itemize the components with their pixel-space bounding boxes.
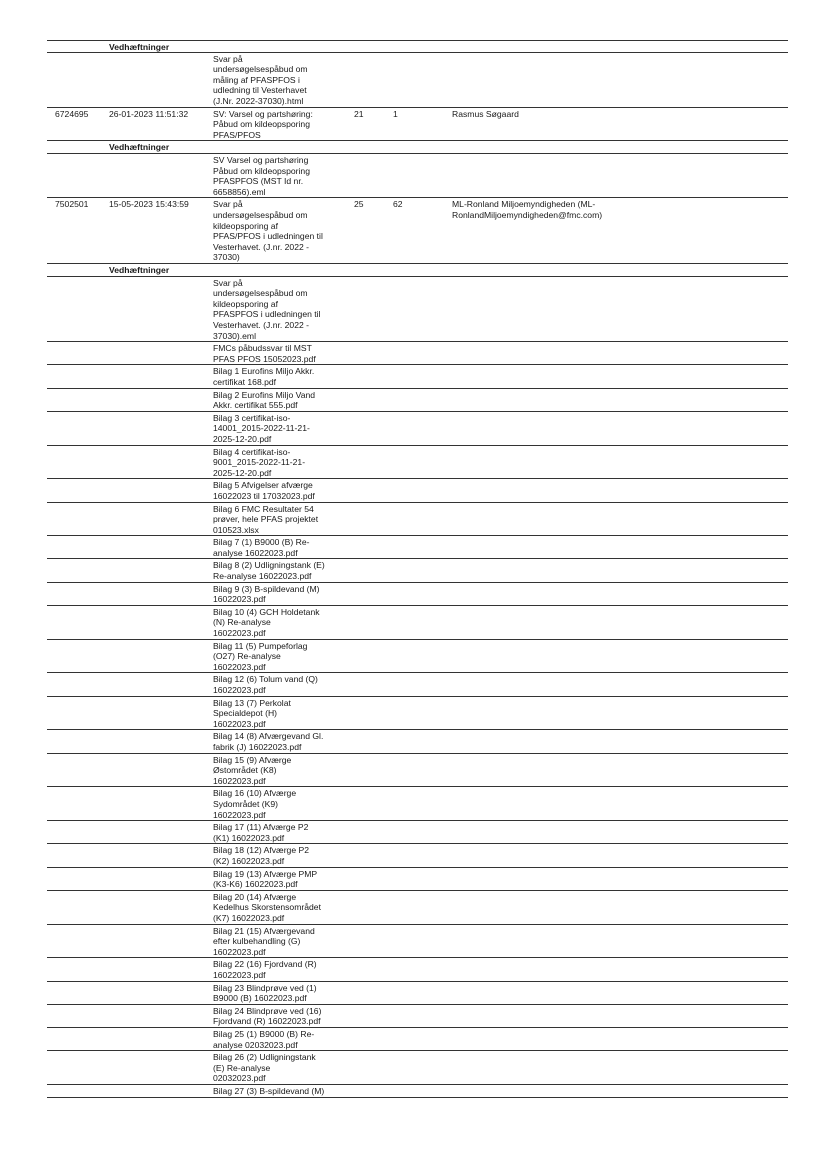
record-row [47,198,788,264]
attachment-row [47,389,788,412]
record-sender: ML-Ronland Miljoemyndigheden (ML- RonlandMiljoemyndigheden@fmc.com) [452,199,603,220]
attachment-filename[interactable]: Bilag 7 (1) B9000 (B) Re- analyse 16022023.pdf [213,537,310,558]
document-table [47,40,788,1098]
attachment-row [47,277,788,343]
attachments-label: Vedhæftninger [109,264,170,275]
record-title[interactable]: SV: Varsel og partshøring: Påbud om kildeopsporing PFAS/PFOS [213,108,313,140]
attachment-filename[interactable]: Bilag 1 Eurofins Miljo Akkr. certifikat 168.pdf [213,366,315,387]
attachment-row [47,868,788,891]
attachment-row [47,154,788,198]
record-count-1: 25 [354,199,364,210]
record-id: 7502501 [55,199,89,210]
attachments-header-row [47,141,788,154]
record-sender: Rasmus Søgaard [452,108,519,119]
record-id: 6724695 [55,108,89,119]
attachment-row [47,821,788,844]
attachment-row [47,844,788,867]
attachment-filename[interactable]: Bilag 5 Afvigelser afværge 16022023 til 17032023.pdf [213,480,315,501]
attachment-row [47,503,788,537]
attachments-label: Vedhæftninger [109,42,170,52]
attachment-filename[interactable]: Bilag 15 (9) Afværge Østområdet (K8) 16022023.pdf [213,754,292,786]
attachment-filename[interactable]: FMCs påbudssvar til MST PFAS PFOS 15052023.pdf [213,343,316,364]
attachment-row [47,536,788,559]
attachment-filename[interactable]: SV Varsel og partshøring Påbud om kildeopsporing PFASPFOS (MST Id nr. 6658856).eml [213,154,310,197]
attachments-label: Vedhæftninger [109,142,170,153]
record-date: 15-05-2023 15:43:59 [109,199,189,210]
attachment-row [47,697,788,731]
attachment-row [47,891,788,925]
record-row [47,108,788,142]
attachment-row [47,1028,788,1051]
attachment-filename[interactable]: Bilag 14 (8) Afværgevand Gl. fabrik (J) 16022023.pdf [213,731,324,753]
attachment-filename[interactable]: Bilag 4 certifikat-iso- 9001_2015-2022-11-21- 2025-12-20.pdf [213,446,306,478]
attachment-filename[interactable]: Bilag 13 (7) Perkolat Specialdepot (H) 16022023.pdf [213,697,291,729]
attachment-filename[interactable]: Bilag 12 (6) Tolum vand (Q) 16022023.pdf [213,674,318,696]
attachment-row [47,925,788,959]
attachment-filename[interactable]: Bilag 23 Blindprøve ved (1) B9000 (B) 16022023.pdf [213,982,317,1004]
attachment-row [47,559,788,582]
attachment-filename[interactable]: Svar på undersøgelsespåbud om måling af PFASPFOS i udledning til Vesterhavet (J.Nr. 2022-37030).html [213,53,308,106]
attachment-filename[interactable]: Bilag 3 certifikat-iso- 14001_2015-2022-11-21- 2025-12-20.pdf [213,412,310,444]
attachment-row [47,787,788,821]
attachment-row [47,479,788,502]
attachment-row [47,583,788,606]
attachment-row [47,1005,788,1028]
attachment-row [47,1085,788,1098]
attachment-filename[interactable]: Bilag 22 (16) Fjordvand (R) 16022023.pdf [213,959,317,980]
attachment-row [47,958,788,981]
record-date: 26-01-2023 11:51:32 [109,108,189,119]
attachment-row [47,982,788,1005]
attachment-filename[interactable]: Bilag 8 (2) Udligningstank (E) Re-analyse 16022023.pdf [213,560,325,582]
attachment-filename[interactable]: Bilag 10 (4) GCH Holdetank (N) Re-analyse 16022023.pdf [213,606,320,639]
attachments-header-row [47,264,788,277]
attachments-header-row [47,40,788,53]
record-count-2: 1 [393,108,398,119]
attachment-row [47,412,788,446]
attachment-filename[interactable]: Bilag 9 (3) B-spildevand (M) 16022023.pdf [213,583,320,605]
attachment-filename[interactable]: Bilag 17 (11) Afværge P2 (K1) 16022023.pdf [213,822,309,843]
attachment-filename[interactable]: Bilag 6 FMC Resultater 54 prøver, hele PFAS projektet 010523.xlsx [213,503,319,535]
attachment-filename[interactable]: Bilag 25 (1) B9000 (B) Re- analyse 02032023.pdf [213,1028,315,1050]
attachment-row [47,446,788,480]
attachment-filename[interactable]: Bilag 2 Eurofins Miljo Vand Akkr. certifikat 555.pdf [213,389,316,411]
attachment-row [47,606,788,640]
attachment-row [47,365,788,388]
attachment-filename[interactable]: Bilag 26 (2) Udligningstank (E) Re-analyse 02032023.pdf [213,1052,316,1084]
record-count-2: 62 [393,199,403,210]
attachment-row [47,673,788,696]
attachment-row [47,53,788,108]
attachment-row [47,730,788,753]
attachment-row [47,754,788,788]
attachment-filename[interactable]: Bilag 27 (3) B-spildevand (M) [213,1085,325,1096]
attachment-filename[interactable]: Bilag 11 (5) Pumpeforlag (O27) Re-analyse 16022023.pdf [213,640,308,672]
attachment-filename[interactable]: Bilag 20 (14) Afværge Kedelhus Skorstensområdet (K7) 16022023.pdf [213,891,321,923]
attachment-filename[interactable]: Bilag 18 (12) Afværge P2 (K2) 16022023.pdf [213,845,310,866]
attachment-filename[interactable]: Bilag 21 (15) Afværgevand efter kulbehandling (G) 16022023.pdf [213,925,315,957]
attachment-row [47,1051,788,1085]
record-count-1: 21 [354,108,364,119]
attachment-row [47,342,788,365]
attachment-filename[interactable]: Bilag 16 (10) Afværge Sydområdet (K9) 16022023.pdf [213,788,297,820]
record-title[interactable]: Svar på undersøgelsespåbud om kildeopsporing af PFAS/PFOS i udledningen til Vesterhavet. (J.nr. 2022 - 37030) [213,199,323,263]
attachment-filename[interactable]: Bilag 19 (13) Afværge PMP (K3-K6) 16022023.pdf [213,868,318,890]
attachment-filename[interactable]: Bilag 24 Blindprøve ved (16) Fjordvand (R) 16022023.pdf [213,1005,322,1027]
attachment-row [47,640,788,674]
attachment-filename[interactable]: Svar på undersøgelsespåbud om kildeopsporing af PFASPFOS i udledningen til Vesterhavet. (J.nr. 2022 - 37030).eml [213,277,321,341]
